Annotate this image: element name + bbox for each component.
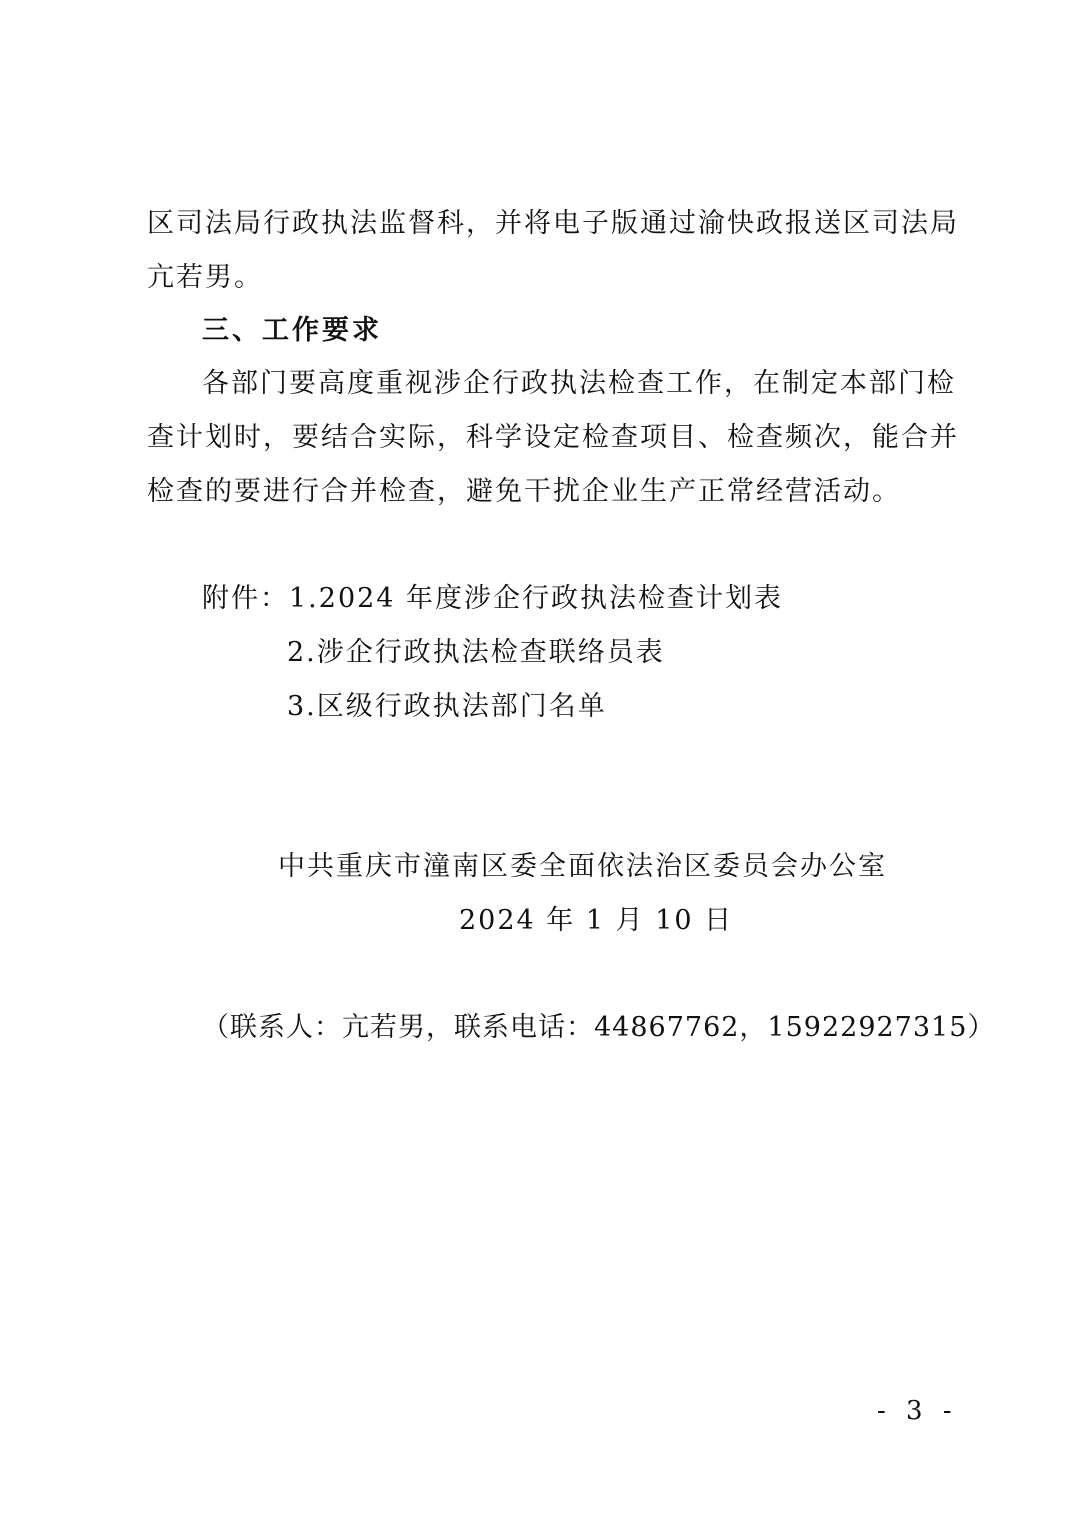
body-text-line: 亢若男。 bbox=[147, 262, 263, 293]
attachment-item: 附件：1.2024 年度涉企行政执法检查计划表 bbox=[202, 583, 784, 614]
section-heading: 三、工作要求 bbox=[202, 315, 382, 346]
attachment-item: 2.涉企行政执法检查联络员表 bbox=[287, 637, 665, 668]
contact-info: （联系人：亢若男，联系电话：44867762，15922927315） bbox=[202, 1012, 996, 1043]
attachment-item: 3.区级行政执法部门名单 bbox=[287, 691, 607, 722]
body-text-line: 区司法局行政执法监督科，并将电子版通过渝快政报送区司法局 bbox=[147, 208, 959, 239]
signature-date: 2024 年 1 月 10 日 bbox=[459, 905, 734, 936]
body-text-line: 检查的要进行合并检查，避免干扰企业生产正常经营活动。 bbox=[147, 476, 901, 507]
body-text-line: 查计划时，要结合实际，科学设定检查项目、检查频次，能合并 bbox=[147, 422, 959, 453]
body-text-line: 各部门要高度重视涉企行政执法检查工作，在制定本部门检 bbox=[202, 368, 956, 399]
signature-organization: 中共重庆市潼南区委全面依法治区委员会办公室 bbox=[278, 851, 887, 882]
page-number: - 3 - bbox=[877, 1396, 958, 1426]
